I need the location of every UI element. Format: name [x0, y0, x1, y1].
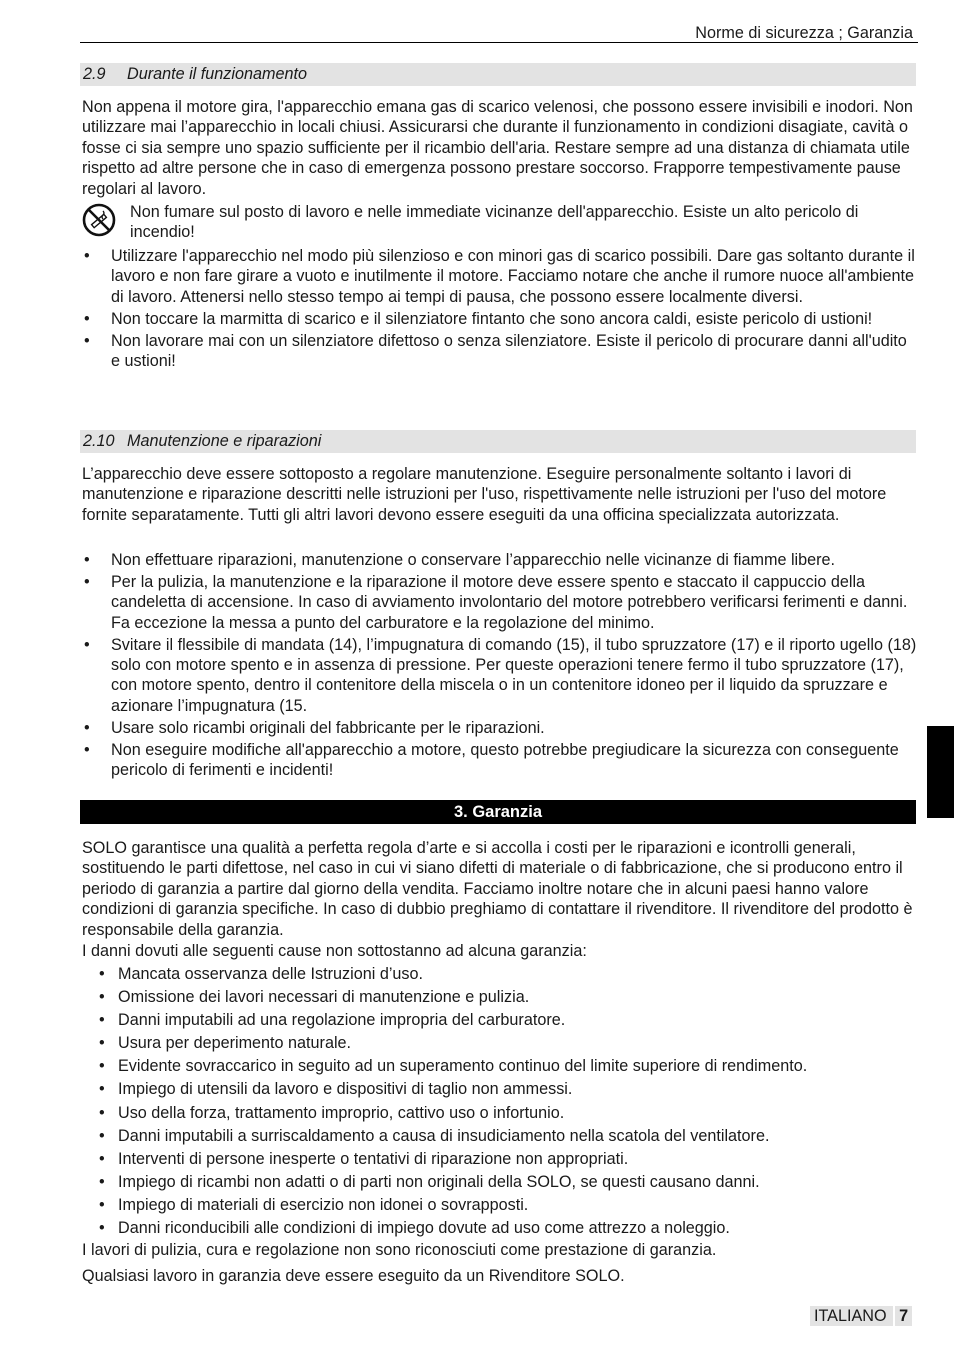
garanzia-exclusions	[99, 964, 919, 1241]
section-heading-2-9	[80, 63, 916, 86]
section-2-10-intro: L’apparecchio deve essere sottoposto a regolare manutenzione. Eseguire personalmente soltanto i lavori di manutenzione e riparazione descritti nelle istruzioni per l'uso, rispettivamente nelle istruzioni per l'uso del motore fornite separatamente. Tutti gli altri lavori devono essere eseguiti da una officina specializzata autorizzata.	[82, 465, 887, 524]
list-item: • Non lavorare mai con un silenziatore difettoso o senza silenziatore. Esiste il pericolo di procurare danni all'udito e ustioni!	[84, 331, 907, 371]
list-item: • Non eseguire modifiche all'apparecchio a motore, questo potrebbe pregiudicare la sicurezza con conseguente pericolo di ferimenti e incidenti!	[84, 740, 899, 780]
list-item: • Impiego di ricambi non adatti o di parti non originali della SOLO, se questi causano danni.	[99, 1172, 760, 1191]
list-item: • Non toccare la marmitta di scarico e il silenziatore fintanto che sono ancora caldi, esiste pericolo di ustioni!	[84, 309, 873, 328]
list-item: • Danni imputabili a surriscaldamento a causa di insudiciamento nella scatola del ventilatore.	[99, 1126, 770, 1145]
list-item: • Danni imputabili ad una regolazione impropria del carburatore.	[99, 1011, 566, 1030]
garanzia-intro: SOLO garantisce una qualità a perfetta regola d’arte e si accolla i costi per le riparazioni e icontrolli generali, sostituendo le parti difettose, nel caso in cui vi siano difetti di materiale o di fabbricazione, che si producono entro il periodo di garanzia a partire dal giorno della vendita. Facciamo inoltre notare che in alcuni paesi hanno valore condizioni di garanzia specifiche. In caso di dubbio preghiamo di contattare il rivenditore. Il rivenditore del prodotto è responsabile della garanzia.	[82, 839, 913, 939]
list-item: • Utilizzare l'apparecchio nel modo più silenzioso e con minori gas di scarico possibili. Dare gas soltanto durante il lavoro e non fare girare a vuoto e inutilmente il motore. Facciamo notare che anche il rumore nuoce all'ambiente di lavoro. Attenersi nello stesso tempo ai tempi di pausa, che possono essere localmente diversi.	[84, 247, 915, 306]
list-item: • Impiego di utensili da lavoro e dispositivi di taglio non ammessi.	[99, 1080, 573, 1099]
list-item: • Evidente sovraccarico in seguito ad un superamento continuo del limite superiore di rendimento.	[99, 1057, 808, 1076]
list-item: • Omissione dei lavori necessari di manutenzione e pulizia.	[99, 988, 530, 1007]
list-item: • Non effettuare riparazioni, manutenzione o conservare l’apparecchio nelle vicinanze di fiamme libere.	[84, 551, 836, 569]
list-item: • Impiego di materiali di esercizio non idonei o sovrapposti.	[99, 1195, 529, 1214]
list-item: • Danni riconducibili alle condizioni di impiego dovute ad uso come attrezzo a noleggio.	[99, 1219, 730, 1238]
section-number: 2.10	[83, 432, 115, 450]
page-header-title: Norme di sicurezza ; Garanzia	[695, 24, 913, 42]
list-item: • Mancata osservanza delle Istruzioni d’uso.	[99, 965, 424, 983]
section-2-10-bullets	[82, 550, 918, 782]
list-item: • Usare solo ricambi originali del fabbricante per le riparazioni.	[84, 718, 545, 737]
header-rule	[80, 42, 918, 43]
page-number: 7	[895, 1306, 912, 1326]
warning-text: Non fumare sul posto di lavoro e nelle immediate vicinanze dell'apparecchio. Esiste un alto pericolo di incendio!	[130, 203, 859, 242]
garanzia-note-1: I lavori di pulizia, cura e regolazione non sono riconosciuti come prestazione di garanzia.	[82, 1241, 717, 1259]
list-item: • Svitare il flessibile di mandata (14), l’impugnatura di comando (15), il tubo spruzzatore (17) e il riporto ugello (18) solo con motore spento e in assenza di pressione. Per queste operazioni tenere fermo il tubo spruzzatore (17), con motore spento, dentro il contenitore della miscela o in un contenitore idoneo per il liquido da spruzzare e azionare l’impugnatura (15.	[84, 635, 917, 715]
list-item: • Per la pulizia, la manutenzione e la riparazione il motore deve essere spento e staccato il cappuccio della candeletta di accensione. In caso di avviamento involontario del motore potrebbero verificarsi ferimenti e danni. Fa eccezione la messa a punto del carburatore e la regolazione del minimo.	[84, 572, 908, 632]
section-2-9-bullets	[82, 246, 918, 373]
section-2-9-intro: Non appena il motore gira, l'apparecchio emana gas di scarico velenosi, che possono essere invisibili e inodori. Non utilizzare mai l’apparecchio in locali chiusi. Assicurarsi che durante il funzionamento in condizioni disagiate, cavità o fosse ci sia sempre uno spazio sufficiente per il ricambio dell'aria. Restare sempre ad una distanza di chiamata utile rispetto ad altre persone che in caso di emergenza possono prestare soccorso. Frapporre tempestivamente pause regolari al lavoro.	[82, 98, 913, 198]
page-footer	[810, 1306, 912, 1328]
footer-language: ITALIANO	[810, 1306, 893, 1326]
section-number: 2.9	[83, 65, 106, 83]
exclusions-intro: I danni dovuti alle seguenti cause non sottostanno ad alcuna garanzia:	[82, 942, 587, 960]
section-title: Durante il funzionamento	[127, 65, 307, 83]
list-item: • Uso della forza, trattamento improprio, cattivo uso o infortunio.	[99, 1103, 565, 1122]
language-side-tab	[927, 726, 954, 818]
list-item: • Interventi di persone inesperte o tentativi di riparazione non appropriati.	[99, 1149, 629, 1168]
section-heading-garanzia: 3. Garanzia	[80, 800, 916, 824]
list-item: • Usura per deperimento naturale.	[99, 1034, 352, 1053]
no-smoking-icon	[82, 203, 116, 237]
section-heading-2-10	[80, 430, 916, 453]
garanzia-note-2: Qualsiasi lavoro in garanzia deve essere eseguito da un Rivenditore SOLO.	[82, 1267, 625, 1285]
section-title: Manutenzione e riparazioni	[127, 432, 322, 450]
